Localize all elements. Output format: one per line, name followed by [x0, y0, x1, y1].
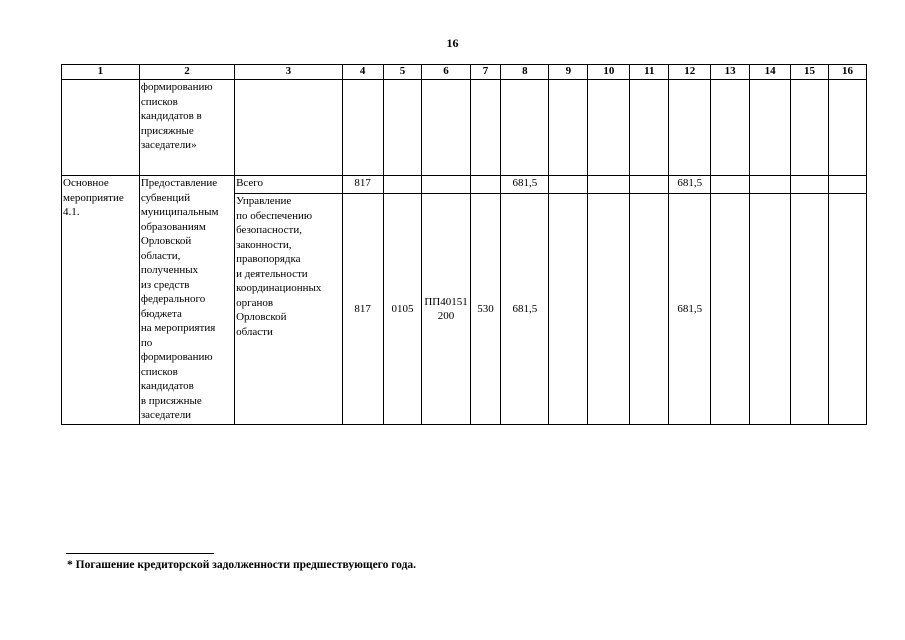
detail-col4: 817	[342, 194, 383, 425]
column-header: 16	[828, 65, 866, 80]
total-col8: 681,5	[501, 176, 549, 194]
column-header: 9	[549, 65, 588, 80]
detail-executor: Управление по обеспечению безопасности, законности, правопорядка и деятельности координационных органов Орловской области	[235, 194, 343, 425]
empty-cell	[62, 80, 140, 176]
column-header: 14	[750, 65, 791, 80]
budget-table	[61, 64, 867, 425]
detail-col5: 0105	[383, 194, 422, 425]
column-header: 15	[791, 65, 829, 80]
column-header: 3	[235, 65, 343, 80]
detail-col6: ПП40151 200	[422, 194, 470, 425]
column-header: 10	[588, 65, 630, 80]
total-col4: 817	[342, 176, 383, 194]
detail-col8: 681,5	[501, 194, 549, 425]
event-name: Предоставление субвенций муниципальным образованиям Орловской области, полученных из средств федерального бюджета на мероприятия по формированию списков кандидатов в присяжные заседатели	[139, 176, 234, 425]
column-header-row	[62, 65, 867, 80]
footnote: * Погашение кредиторской задолженности предшествующего года.	[67, 559, 417, 571]
footnote-divider	[66, 553, 214, 554]
column-header: 7	[470, 65, 501, 80]
continuation-row	[62, 80, 867, 176]
column-header: 6	[422, 65, 470, 80]
detail-col7: 530	[470, 194, 501, 425]
column-header: 1	[62, 65, 140, 80]
column-header: 2	[139, 65, 234, 80]
column-header: 4	[342, 65, 383, 80]
continued-event-name: формированию списков кандидатов в присяжные заседатели»	[139, 80, 234, 176]
event-label: Основное мероприятие 4.1.	[62, 176, 140, 425]
column-header: 8	[501, 65, 549, 80]
total-executor: Всего	[235, 176, 343, 194]
column-header: 5	[383, 65, 422, 80]
column-header: 13	[711, 65, 750, 80]
detail-col12: 681,5	[669, 194, 711, 425]
total-row	[62, 176, 867, 194]
page-number: 16	[446, 36, 459, 50]
total-col12: 681,5	[669, 176, 711, 194]
column-header: 12	[669, 65, 711, 80]
column-header: 11	[630, 65, 669, 80]
